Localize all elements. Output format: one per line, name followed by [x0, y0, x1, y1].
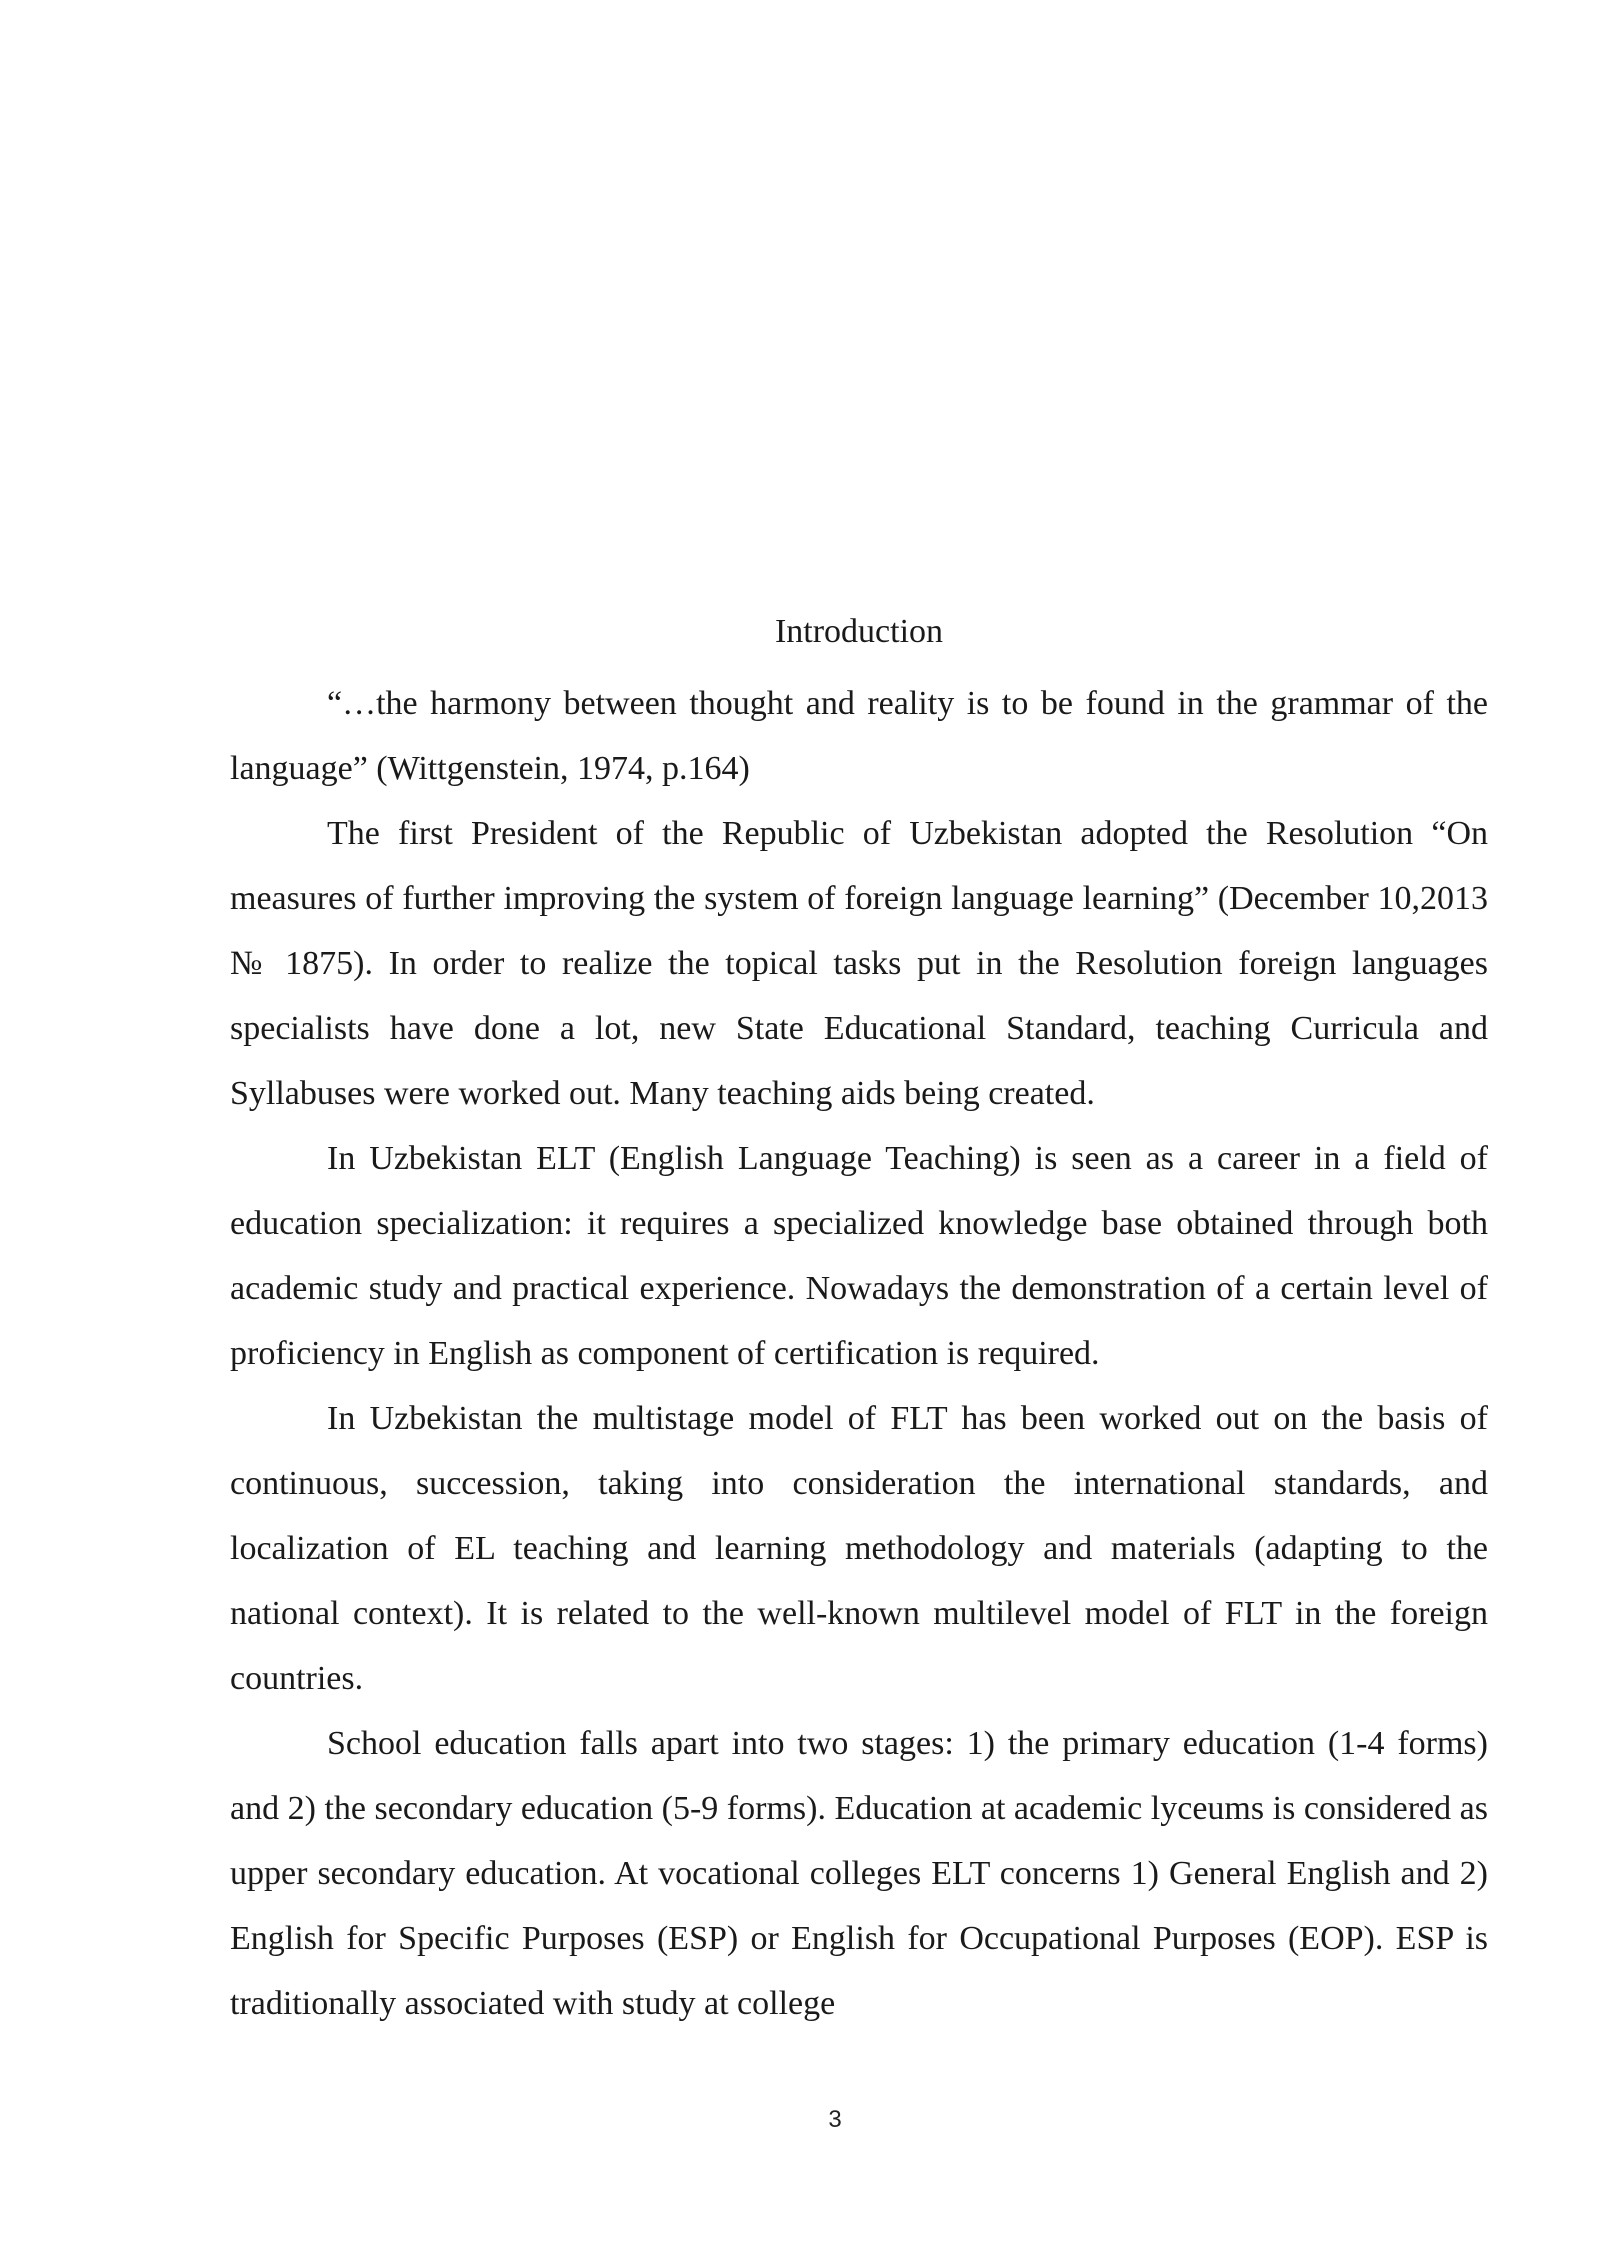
page-number: 3 — [828, 2106, 842, 2133]
paragraph-multistage-model: In Uzbekistan the multistage model of FLT has been worked out on the basis of continuous, succession, taking into consideration the international standards, and localization of EL teaching and learning methodology and materials (adapting to the national context). It is related to the well-known multilevel model of FLT in the foreign countries. — [230, 1400, 1488, 1697]
body-text — [230, 671, 1488, 2036]
epigraph-quote: “…the harmony between thought and reality is to be found in the grammar of the language” (Wittgenstein, 1974, p.164) — [230, 685, 1488, 787]
section-heading: Introduction — [774, 613, 944, 650]
paragraph-elt-career: In Uzbekistan ELT (English Language Teaching) is seen as a career in a field of education specialization: it requires a specialized knowledge base obtained through both academic study and practical experience. Nowadays the demonstration of a certain level of proficiency in English as component of certification is required. — [230, 1140, 1488, 1372]
paragraph-school-education: School education falls apart into two stages: 1) the primary education (1-4 forms) and 2) the secondary education (5-9 forms). Education at academic lyceums is considered as upper secondary education. At vocational colleges ELT concerns 1) General English and 2) English for Specific Purposes (ESP) or English for Occupational Purposes (EOP). ESP is traditionally associated with study at college — [230, 1725, 1488, 2022]
paragraph-resolution: The first President of the Republic of Uzbekistan adopted the Resolution “On measures of further improving the system of foreign language learning” (December 10,2013 № 1875). In order to realize the topical tasks put in the Resolution foreign languages specialists have done a lot, new State Educational Standard, teaching Curricula and Syllabuses were worked out. Many teaching aids being created. — [230, 815, 1488, 1112]
